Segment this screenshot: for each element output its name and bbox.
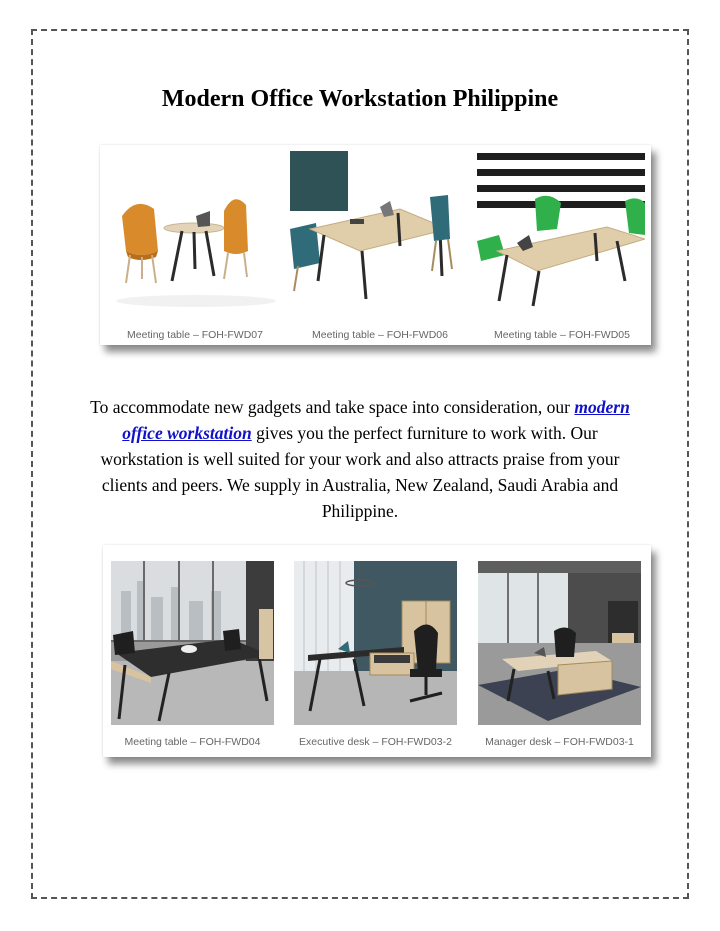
caption-meeting-table-fwd06: Meeting table – FOH-FWD06 (312, 329, 448, 341)
product-gallery-top (100, 145, 651, 345)
product-image-meeting-table-fwd07[interactable] (106, 151, 284, 316)
product-image-meeting-table-fwd05[interactable] (477, 151, 645, 316)
modern-office-workstation-link[interactable]: modern office workstation (122, 397, 630, 443)
product-image-executive-desk-fwd03-2[interactable] (294, 561, 457, 725)
product-image-meeting-table-fwd06[interactable] (290, 151, 458, 316)
page-title: Modern Office Workstation Philippine (161, 86, 559, 112)
product-image-meeting-table-fwd04[interactable] (111, 561, 274, 725)
paragraph-rest-text: gives you the perfect furniture to work with. Our workstation is well suited for your work and also attracts praise from your clients and peers. We supply in Australia, New Zealand, Saudi Arabia and Philippine. (100, 423, 620, 521)
intro-paragraph (80, 394, 640, 524)
caption-manager-desk-fwd03-1: Manager desk – FOH-FWD03-1 (485, 736, 634, 748)
caption-meeting-table-fwd04: Meeting table – FOH-FWD04 (124, 736, 261, 748)
paragraph-intro-text: To accommodate new gadgets and take space into consideration, our (90, 397, 571, 417)
product-image-manager-desk-fwd03-1[interactable] (478, 561, 641, 725)
caption-meeting-table-fwd07: Meeting table – FOH-FWD07 (127, 329, 263, 341)
caption-executive-desk-fwd03-2: Executive desk – FOH-FWD03-2 (299, 736, 452, 748)
caption-meeting-table-fwd05: Meeting table – FOH-FWD05 (494, 329, 630, 341)
product-gallery-bottom (103, 545, 651, 757)
